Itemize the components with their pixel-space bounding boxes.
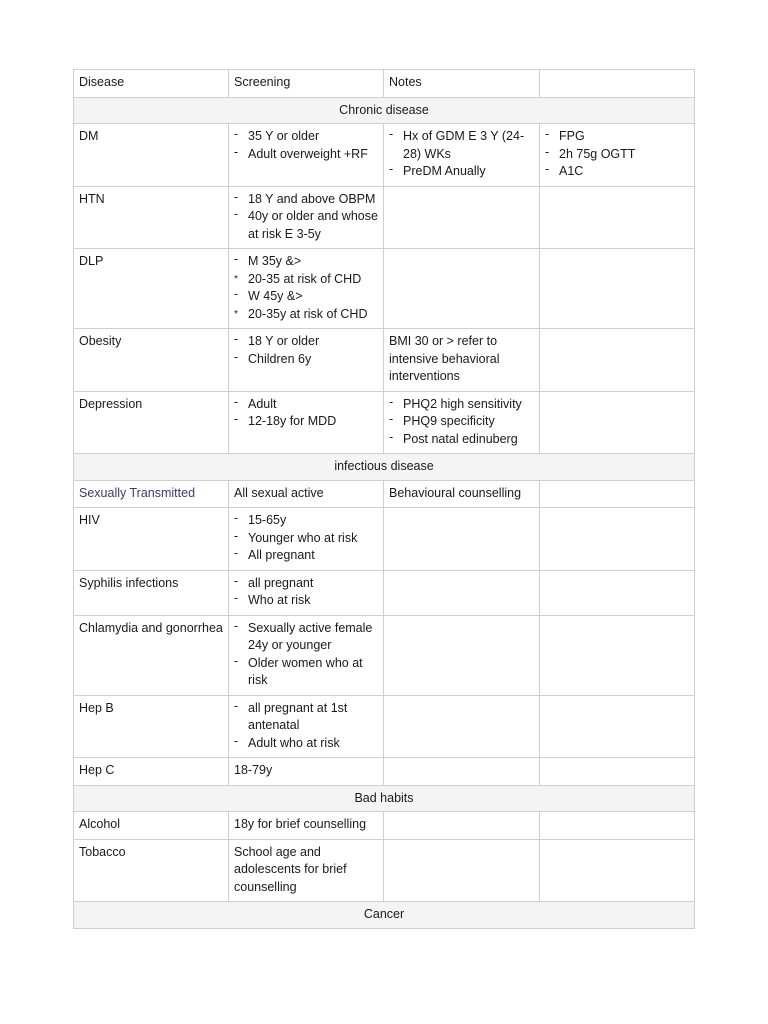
- section-row: [74, 902, 695, 929]
- screening-list: [234, 128, 378, 163]
- extra-cell: [540, 758, 695, 786]
- disease-cell: Alcohol: [74, 812, 229, 840]
- extra-cell: [540, 480, 695, 508]
- screening-list: [234, 396, 378, 431]
- section-row: [74, 785, 695, 812]
- table-row: [74, 758, 695, 786]
- screening-cell: 18y for brief counselling: [229, 812, 384, 840]
- notes-cell: [384, 570, 540, 615]
- notes-list: [389, 128, 534, 181]
- notes-cell: [384, 249, 540, 329]
- section-title: Cancer: [74, 902, 695, 929]
- header-extra: [540, 70, 695, 98]
- screening-item: - M 35y &>: [234, 253, 378, 271]
- extra-list: [545, 128, 689, 181]
- disease-cell: DLP: [74, 249, 229, 329]
- screening-item: - all pregnant: [234, 575, 378, 593]
- screening-cell: [229, 391, 384, 454]
- extra-cell: [540, 695, 695, 758]
- screening-cell: [229, 570, 384, 615]
- screening-table-body: [74, 70, 695, 929]
- disease-cell: HIV: [74, 508, 229, 571]
- screening-list: [234, 253, 378, 323]
- section-title: Bad habits: [74, 785, 695, 812]
- header-disease: Disease: [74, 70, 229, 98]
- extra-item: - 2h 75g OGTT: [545, 146, 689, 164]
- screening-list: [234, 620, 378, 690]
- table-row: [74, 480, 695, 508]
- extra-cell: [540, 508, 695, 571]
- section-row: [74, 97, 695, 124]
- screening-cell: 18-79y: [229, 758, 384, 786]
- screening-item: - 18 Y or older: [234, 333, 378, 351]
- screening-item: - 18 Y and above OBPM: [234, 191, 378, 209]
- extra-cell: [540, 391, 695, 454]
- screening-cell: [229, 249, 384, 329]
- notes-cell: [384, 758, 540, 786]
- screening-item: - Who at risk: [234, 592, 378, 610]
- table-row: [74, 615, 695, 695]
- screening-item: - 15-65y: [234, 512, 378, 530]
- notes-item: - PHQ2 high sensitivity: [389, 396, 534, 414]
- screening-item: - 40y or older and whose at risk E 3-5y: [234, 208, 378, 243]
- table-row: [74, 391, 695, 454]
- screening-item: - 35 Y or older: [234, 128, 378, 146]
- notes-cell: Behavioural counselling: [384, 480, 540, 508]
- screening-item: - Adult overweight +RF: [234, 146, 378, 164]
- extra-cell: [540, 839, 695, 902]
- notes-cell: [384, 812, 540, 840]
- screening-item: - All pregnant: [234, 547, 378, 565]
- disease-cell: Tobacco: [74, 839, 229, 902]
- screening-item: - Sexually active female 24y or younger: [234, 620, 378, 655]
- notes-item: - PHQ9 specificity: [389, 413, 534, 431]
- table-row: [74, 329, 695, 392]
- screening-list: [234, 333, 378, 368]
- extra-cell: [540, 615, 695, 695]
- screening-cell: [229, 615, 384, 695]
- screening-cell: [229, 124, 384, 187]
- notes-list: [389, 396, 534, 449]
- screening-item: - Children 6y: [234, 351, 378, 369]
- extra-item: - FPG: [545, 128, 689, 146]
- extra-cell: [540, 124, 695, 187]
- header-row: [74, 70, 695, 98]
- screening-cell: [229, 329, 384, 392]
- notes-item: - PreDM Anually: [389, 163, 534, 181]
- section-title: infectious disease: [74, 454, 695, 481]
- screening-list: [234, 512, 378, 565]
- screening-cell: School age and adolescents for brief counselling: [229, 839, 384, 902]
- extra-cell: [540, 812, 695, 840]
- notes-cell: [384, 839, 540, 902]
- extra-item: - A1C: [545, 163, 689, 181]
- disease-cell: Syphilis infections: [74, 570, 229, 615]
- screening-table: [73, 69, 695, 929]
- screening-cell: All sexual active: [229, 480, 384, 508]
- extra-cell: [540, 329, 695, 392]
- table-row: [74, 812, 695, 840]
- header-notes: Notes: [384, 70, 540, 98]
- disease-cell: DM: [74, 124, 229, 187]
- screening-cell: [229, 508, 384, 571]
- disease-cell: Depression: [74, 391, 229, 454]
- section-title: Chronic disease: [74, 97, 695, 124]
- screening-item: * 20-35y at risk of CHD: [234, 306, 378, 324]
- screening-item: - Older women who at risk: [234, 655, 378, 690]
- screening-item: - 12-18y for MDD: [234, 413, 378, 431]
- screening-list: [234, 575, 378, 610]
- screening-item: - Younger who at risk: [234, 530, 378, 548]
- disease-cell: Obesity: [74, 329, 229, 392]
- disease-cell: Hep B: [74, 695, 229, 758]
- table-row: [74, 839, 695, 902]
- screening-item: * 20-35 at risk of CHD: [234, 271, 378, 289]
- notes-cell: [384, 615, 540, 695]
- screening-item: - W 45y &>: [234, 288, 378, 306]
- extra-cell: [540, 186, 695, 249]
- disease-cell: Sexually Transmitted: [74, 480, 229, 508]
- table-row: [74, 249, 695, 329]
- notes-cell: [384, 391, 540, 454]
- notes-item: - Post natal edinuberg: [389, 431, 534, 449]
- notes-cell: [384, 508, 540, 571]
- screening-cell: [229, 186, 384, 249]
- disease-cell: HTN: [74, 186, 229, 249]
- table-row: [74, 695, 695, 758]
- extra-cell: [540, 249, 695, 329]
- extra-cell: [540, 570, 695, 615]
- disease-cell: Chlamydia and gonorrhea: [74, 615, 229, 695]
- notes-cell: [384, 124, 540, 187]
- notes-cell: BMI 30 or > refer to intensive behavioral interventions: [384, 329, 540, 392]
- notes-cell: [384, 695, 540, 758]
- screening-item: - Adult: [234, 396, 378, 414]
- screening-item: - all pregnant at 1st antenatal: [234, 700, 378, 735]
- header-screening: Screening: [229, 70, 384, 98]
- disease-cell: Hep C: [74, 758, 229, 786]
- table-row: [74, 508, 695, 571]
- table-row: [74, 186, 695, 249]
- table-row: [74, 124, 695, 187]
- screening-cell: [229, 695, 384, 758]
- screening-list: [234, 191, 378, 244]
- table-row: [74, 570, 695, 615]
- section-row: [74, 454, 695, 481]
- screening-list: [234, 700, 378, 753]
- screening-item: - Adult who at risk: [234, 735, 378, 753]
- notes-item: - Hx of GDM E 3 Y (24-28) WKs: [389, 128, 534, 163]
- notes-cell: [384, 186, 540, 249]
